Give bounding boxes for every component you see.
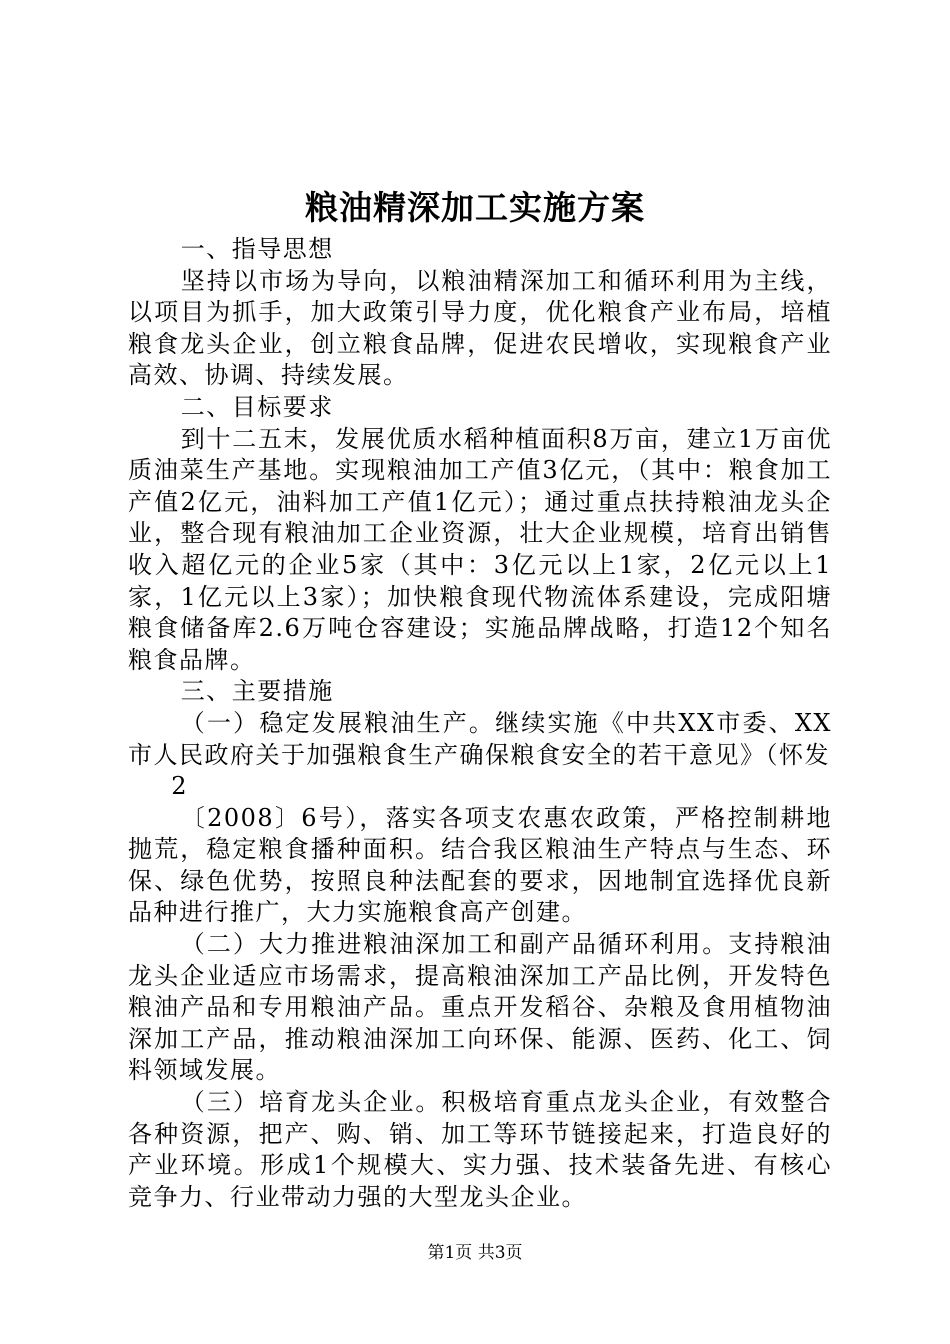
section-heading-guiding-ideology: 一、指导思想 xyxy=(180,235,334,263)
paragraph-measure-2: （二）大力推进粮油深加工和副产品循环利用。支持粮油龙头企业适应市场需求，提高粮油深加工产品比例，开发特色粮油产品和专用粮油产品。重点开发稻谷、杂粮及食用植物油深加工产品，推动粮油深加工向环保、能源、医药、化工、饲料领域发展。 xyxy=(128,930,832,1085)
section-heading-goals: 二、目标要求 xyxy=(180,392,334,421)
paragraph-measure-1-part-1: （一）稳定发展粮油生产。继续实施《中共XX市委、XX市人民政府关于加强粮食生产确保粮食安全的若干意见》（怀发 xyxy=(128,708,832,769)
paragraph-guiding-ideology: 坚持以市场为导向，以粮油精深加工和循环利用为主线，以项目为抓手，加大政策引导力度，优化粮食产业布局，培植粮食龙头企业，创立粮食品牌，促进农民增收，实现粮食产业高效、协调、持续发展。 xyxy=(128,266,832,390)
paragraph-measure-3: （三）培育龙头企业。积极培育重点龙头企业，有效整合各种资源，把产、购、销、加工等环节链接起来，打造良好的产业环境。形成1个规模大、实力强、技术装备先进、有核心竞争力、行业带动力强的大型龙头企业。 xyxy=(128,1088,832,1211)
paragraph-measure-1-part-2: 〔2008〕6号），落实各项支农惠农政策，严格控制耕地抛荒，稳定粮食播种面积。结合我区粮油生产特点与生态、环保、绿色优势，按照良种法配套的要求，因地制宜选择优良新品种进行推广，大力实施粮食高产创建。 xyxy=(128,803,832,927)
page-footer: 第1页 共3页 xyxy=(427,1243,523,1263)
section-heading-main-measures: 三、主要措施 xyxy=(180,677,334,706)
inline-page-number: 2 xyxy=(171,772,188,801)
document-body xyxy=(128,234,832,1213)
paragraph-goals: 到十二五末，发展优质水稻种植面积8万亩，建立1万亩优质油菜生产基地。实现粮油加工产值3亿元，（其中：粮食加工产值2亿元，油料加工产值1亿元）；通过重点扶持粮油龙头企业，整合现有粮油加工企业资源，壮大企业规模，培育出销售收入超亿元的企业5家（其中：3亿元以上1家，2亿元以上1家，1亿元以上3家）；加快粮食现代物流体系建设，完成阳塘粮食储备库2.6万吨仓容建设；实施品牌战略，打造12个知名粮食品牌。 xyxy=(128,424,832,674)
page-title: 粮油精深加工实施方案 xyxy=(305,188,645,227)
